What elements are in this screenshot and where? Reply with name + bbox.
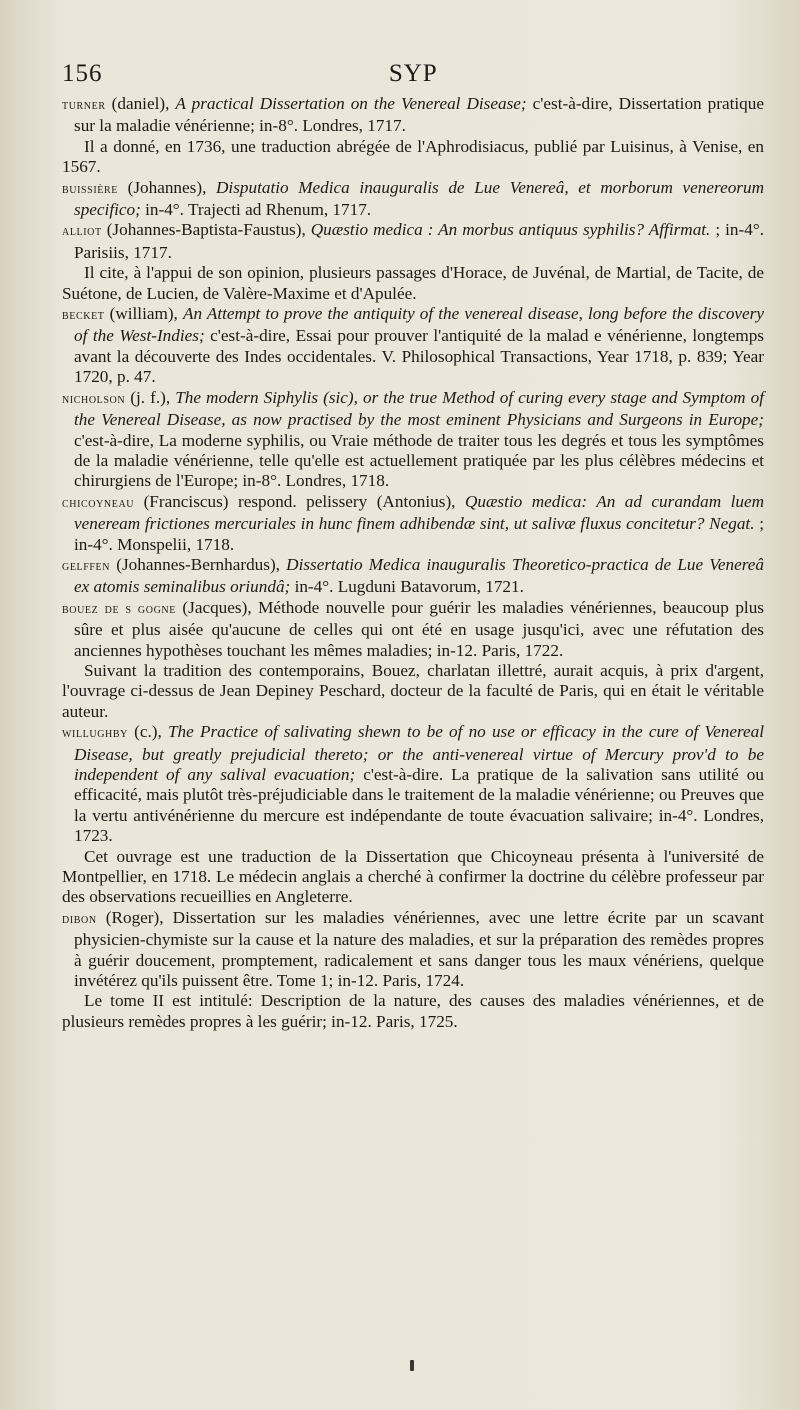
entry-details: (j. f.), xyxy=(125,387,176,407)
running-title: SYP xyxy=(388,60,438,87)
entry-title: A practical Dissertation on the Venereal Disease; xyxy=(175,94,527,113)
entry-author: bouez de s gogne xyxy=(62,601,176,617)
entry-imprint: c'est-à-dire. La pratique de la salivation sans utilité ou efficacité, mais plutôt très-préjudiciable dans le traitement de la maladie vénérienne; ou Preuves que la vertu antivénérienne du mercure est indépendante de toute évacuation salivaire; in-4°. Londres, 1723. xyxy=(74,765,764,846)
note-text: Suivant la tradition des contemporains, Bouez, charlatan illettré, aurait acquis, à prix d'argent, l'ouvrage ci-dessus de Jean Depiney Peschard, docteur de la faculté de Paris, qui en était le véritable auteur. xyxy=(62,660,764,721)
ink-mark xyxy=(410,1360,414,1371)
bibliography-entry xyxy=(62,598,764,661)
entry-author: becket xyxy=(62,308,105,324)
entry-note xyxy=(62,991,764,1032)
entry-details: (c.), xyxy=(127,722,168,742)
entry-details: (daniel), xyxy=(105,94,176,113)
bibliography-entry xyxy=(62,220,764,263)
entry-imprint: c'est-à-dire, Essai pour prouver l'antiquité de la malad e vénérienne, longtemps avant la découverte des Indes occidentales. V. Philosophical Transactions, Year 1718, p. 839; Year 1720, p. 47. xyxy=(74,326,764,387)
entry-imprint: c'est-à-dire, Dissertation pratique sur la maladie vénérienne; in-8°. Londres, 1717. xyxy=(74,94,764,136)
entry-author: gelffen xyxy=(62,558,111,574)
page-header xyxy=(62,60,764,88)
entry-imprint: ; in-4°. Parisiis, 1717. xyxy=(74,220,764,262)
bibliography-entry xyxy=(62,908,764,992)
entry-note xyxy=(62,263,764,304)
bibliography-entry xyxy=(62,388,764,492)
bibliography-entry xyxy=(62,555,764,598)
bibliography-list xyxy=(62,94,764,1032)
entry-imprint: in-4°. Lugduni Batavorum, 1721. xyxy=(290,577,524,597)
entry-author: turner xyxy=(62,98,106,113)
entry-imprint: Dissertation sur les maladies vénériennes, avec une lettre écrite par un scavant physicien-chymiste sur la cause et la nature des maladies, et sur la préparation des remèdes propres à guérir doucement, promptement, radicalement et sans danger tous les maux vénériens, quelque invétérez qu'ils puissent être. Tome 1; in-12. Paris, 1724. xyxy=(74,907,764,991)
entry-title: Disputatio Medica inauguralis de Lue Venereâ, et morborum venereorum specifico; xyxy=(74,177,764,220)
entry-title: The modern Siphylis (sic), or the true Method of curing every stage and Symptom of the Venereal Disease, as now practised by the most eminent Physicians and Surgeons in Europe; xyxy=(74,387,764,430)
entry-imprint: Méthode nouvelle pour guérir les maladies vénériennes, beaucoup plus sûre et plus aisée qu'aucune de celles qui ont été en usage jusqu'ici, avec une réfutation des anciennes hypothèses touchant les mêmes maladies; in-12. Paris, 1722. xyxy=(74,597,764,660)
entry-author: alliot xyxy=(62,224,102,240)
note-text: Le tome II est intitulé: Description de la nature, des causes des maladies vénériennes, et de plusieurs remèdes propres à les guérir; in-12. Paris, 1725. xyxy=(62,991,764,1031)
entry-details: (Roger), xyxy=(96,907,173,927)
entry-details: (Franciscus) respond. pelissery (Antonius), xyxy=(134,491,465,511)
entry-details: (Johannes-Bernhardus), xyxy=(110,554,287,574)
entry-author: buissière xyxy=(62,181,118,197)
entry-imprint: ; in-4°. Monspelii, 1718. xyxy=(74,514,764,554)
entry-author: dibon xyxy=(62,911,97,927)
entry-imprint: in-4°. Trajecti ad Rhenum, 1717. xyxy=(140,200,372,220)
entry-details: (Johannes-Baptista-Faustus), xyxy=(101,220,311,240)
entry-note xyxy=(62,137,764,178)
entry-title: An Attempt to prove the antiquity of the venereal disease, long before the discovery of the West-Indies; xyxy=(74,304,764,346)
entry-title: Dissertatio Medica inauguralis Theoretico-practica de Lue Venereâ ex atomis seminalibus oriundâ; xyxy=(74,554,764,597)
entry-details: (Johannes), xyxy=(117,177,217,197)
page-number: 156 xyxy=(62,60,103,87)
entry-title: Quæstio medica : An morbus antiquus syphilis? Affirmat. xyxy=(310,220,711,240)
entry-details: (Jacques), xyxy=(175,597,259,617)
entry-author: nicholson xyxy=(62,391,126,407)
note-text: Cet ouvrage est une traduction de la Dissertation que Chicoyneau présenta à l'université de Montpellier, en 1718. Le médecin anglais a cherché à confirmer la doctrine du célèbre professeur par des observations recueillies en Angleterre. xyxy=(62,846,764,907)
entry-title: Quæstio medica: An ad curandam luem veneream frictiones mercuriales in hunc finem adhibendæ sint, ut salivæ fluxus concitetur? Negat. xyxy=(74,491,764,534)
bibliography-entry xyxy=(62,722,764,846)
bibliography-entry xyxy=(62,492,764,555)
entry-author: chicoyneau xyxy=(62,495,135,511)
bibliography-entry xyxy=(62,178,764,221)
entry-imprint: c'est-à-dire, La moderne syphilis, ou Vraie méthode de traiter tous les degrés et tous les symptômes de la maladie vénérienne, telle qu'elle est actuellement pratiquée par les plus célèbres médecins et chirurgiens de l'Europe; in-8°. Londres, 1718. xyxy=(74,430,764,491)
note-text: Il a donné, en 1736, une traduction abrégée de l'Aphrodisiacus, publié par Luisinus, à Venise, en 1567. xyxy=(62,136,764,177)
entry-author: willughby xyxy=(62,726,128,742)
bibliography-entry xyxy=(62,304,764,388)
entry-title: The Practice of salivating shewn to be of no use or efficacy in the cure of Venereal Disease, but greatly prejudicial thereto; or the anti-venereal virtue of Mercury prov'd to be independent of any salival evacuation; xyxy=(74,722,764,784)
note-text: Il cite, à l'appui de son opinion, plusieurs passages d'Horace, de Juvénal, de Martial, de Tacite, de Suétone, de Lucien, de Valère-Maxime et d'Apulée. xyxy=(62,263,764,303)
bibliography-entry xyxy=(62,94,764,137)
entry-details: (william), xyxy=(104,304,183,324)
entry-note xyxy=(62,661,764,722)
entry-note xyxy=(62,847,764,908)
